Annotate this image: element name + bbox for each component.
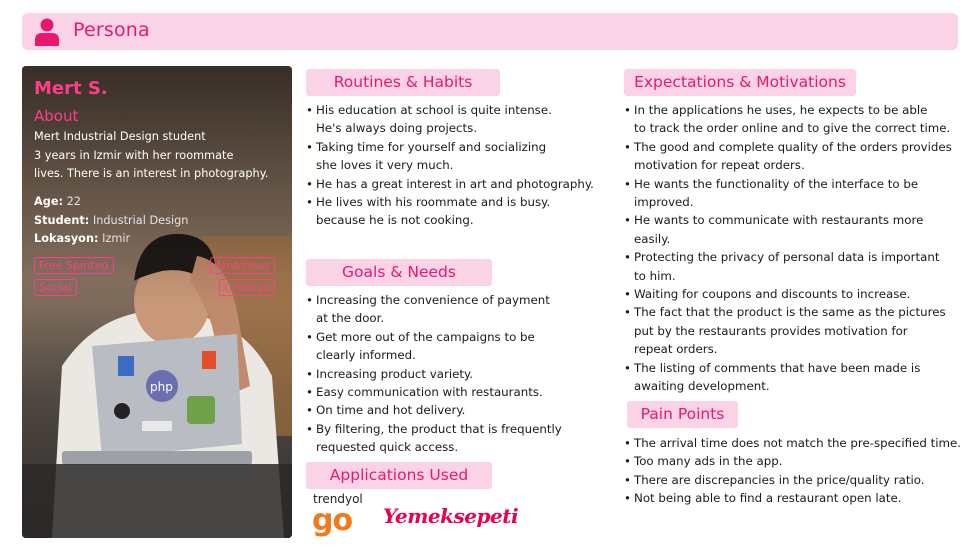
list-item-line: • On time and hot delivery. [316,403,466,418]
location-label: Lokasyon: [34,232,99,245]
list-item-line: • The good and complete quality of the orders provides [634,139,952,154]
list-item-line: • His education at school is quite intense. [316,103,552,117]
list-item [306,401,596,419]
list-item-line: • The arrival time does not match the pre-specified time. [634,436,962,450]
profile-card [22,66,292,538]
list-item-line: • Protecting the privacy of personal data is important [634,250,940,265]
age-label: Age: [34,195,64,208]
list-item-line: • In the applications he uses, he expects to be able [634,103,928,117]
trait-tag: Social [34,279,77,296]
list-item-line: • Too many ads in the app. [634,454,783,469]
list-item [624,489,979,507]
about-heading: About [34,107,79,125]
list-item-line: • Waiting for coupons and discounts to increase. [634,287,911,302]
about-line: Mert Industrial Design student [34,130,206,143]
location-value: Izmir [102,232,131,245]
person-icon [34,18,60,46]
persona-facts [34,193,188,249]
pain-list [624,434,979,508]
list-item [624,359,979,396]
list-item-line: • Get more out of the campaigns to be [316,329,535,344]
list-item-line: motivation for repeat orders. [634,158,805,173]
list-item [306,365,596,383]
age-value: 22 [66,195,81,208]
yemeksepeti-logo: Yemeksepeti [383,504,519,528]
list-item [306,328,596,365]
persona-name: Mert S. [34,78,108,99]
expectations-list [624,101,979,396]
list-item [306,383,596,401]
list-item-line: she loves it very much. [316,158,454,173]
page-title: Persona [73,19,150,41]
list-item-line: • Taking time for yourself and socializing [316,139,547,154]
about-text [34,128,290,184]
list-item-line: • There are discrepancies in the price/quality ratio. [634,472,925,487]
list-item-line: at the door. [316,311,385,326]
list-item-line: • He wants the functionality of the interface to be [634,176,919,191]
age-row [34,193,188,212]
list-item-line: to him. [634,268,676,283]
list-item [306,175,616,193]
list-item-line: • Increasing product variety. [316,366,474,381]
list-item-line: awaiting development. [634,379,770,394]
svg-text:php: php [150,380,173,394]
list-item [306,193,616,230]
location-row [34,230,188,249]
list-item-line: • He wants to communicate with restaurants more [634,213,924,228]
about-line: lives. There is an interest in photography. [34,167,269,180]
list-item-line: improved. [634,195,694,210]
list-item-line: repeat orders. [634,342,718,357]
student-label: Student: [34,213,90,227]
student-value: Industrial Design [92,213,189,227]
list-item-line: • Not being able to find a restaurant open late. [634,491,902,506]
list-item [624,101,979,138]
list-item-line: • Easy communication with restaurants. [316,385,543,400]
list-item-line: • By filtering, the product that is frequently [316,421,562,436]
list-item-line: clearly informed. [316,348,416,363]
list-item-line: requested quick access. [316,440,459,455]
list-item-line: He's always doing projects. [316,121,478,136]
routines-list [306,101,616,230]
list-item-line: because he is not cooking. [316,213,474,228]
list-item-line: easily. [634,231,671,246]
list-item-line: • He lives with his roommate and is busy. [316,195,551,210]
student-row [34,212,188,231]
persona-header [22,13,958,50]
list-item [306,420,596,457]
list-item [624,434,979,452]
list-item-line: to track the order online and to give the correct time. [634,121,951,136]
pain-heading: Pain Points [627,401,738,428]
list-item [306,138,616,175]
apps-heading: Applications Used [306,462,492,489]
routines-heading: Routines & Habits [306,69,500,96]
list-item-line: • Increasing the convenience of payment [316,293,550,307]
list-item-line: • The fact that the product is the same as the pictures [634,305,946,320]
list-item [624,471,979,489]
list-item [306,291,596,328]
list-item [624,138,979,175]
list-item [624,211,979,248]
about-line: 3 years in Izmir with her roommate [34,148,234,162]
list-item-line: • The listing of comments that have been made is [634,360,921,375]
goals-list [306,291,596,457]
trendyol-go-logo: go [312,503,353,538]
list-item [624,175,979,212]
list-item [624,303,979,358]
list-item [624,285,979,303]
list-item [624,248,979,285]
list-item [306,101,616,138]
trendyol-logo-text: trendyol [313,492,363,506]
trait-tag: Free Spirited [34,257,114,274]
trait-tag: Ambitious [210,257,275,274]
list-item-line: put by the restaurants provides motivation for [634,323,908,338]
list-item [624,452,979,470]
trait-tag: Creative [219,279,275,296]
expectations-heading: Expectations & Motivations [624,69,856,96]
goals-heading: Goals & Needs [306,259,492,286]
list-item-line: • He has a great interest in art and photography. [316,176,594,191]
